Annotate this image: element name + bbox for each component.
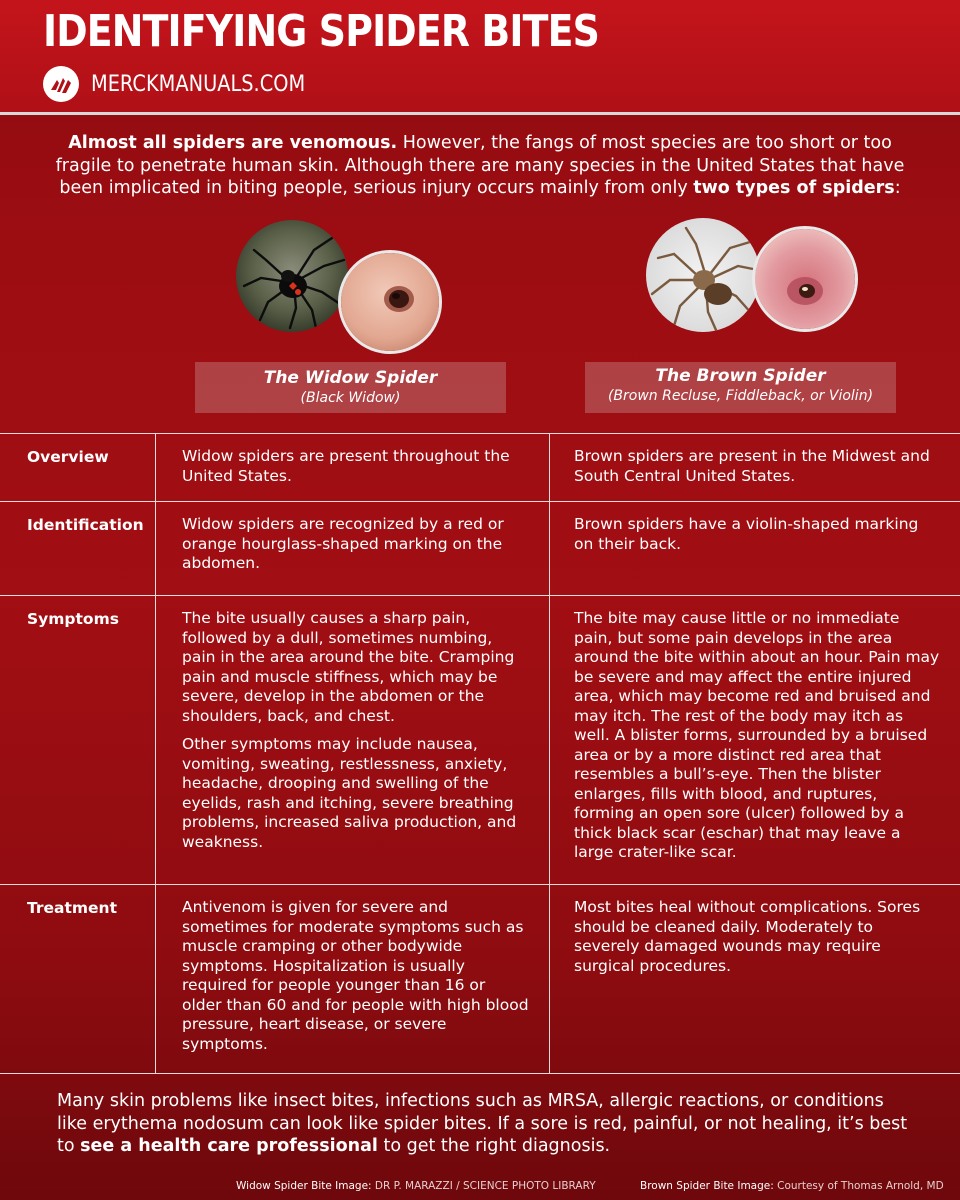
- brown-bite-photo: [752, 226, 858, 332]
- widow-cell: [156, 502, 550, 595]
- brand-url[interactable]: MERCKMANUALS.COM: [91, 71, 306, 97]
- row-label: Overview: [0, 434, 156, 501]
- footer-bold-cta: see a health care professional: [80, 1136, 378, 1156]
- cell-text: Antivenom is given for severe and sometimes for moderate symptoms such as muscle cramping or other bodywide symptoms. Hospitalization is usually required for people younger than 16 or older than 60 and for people with high blood pressure, heart disease, or severe symptoms.: [182, 898, 529, 1053]
- intro-bold-lead: Almost all spiders are venomous.: [68, 133, 398, 153]
- widow-image-credit: [236, 1180, 596, 1192]
- brown-spider-label: [585, 362, 896, 413]
- widow-cell: [156, 434, 550, 501]
- table-row-treatment: [0, 885, 960, 1074]
- brown-cell: [550, 596, 960, 884]
- brown-cell: [550, 434, 960, 501]
- brown-cell: [550, 502, 960, 595]
- header-banner: [0, 0, 960, 115]
- cell-text: Widow spiders are recognized by a red or orange hourglass-shaped marking on the abdomen.: [182, 515, 504, 572]
- brown-spider-name: The Brown Spider: [655, 366, 826, 386]
- credit-label: Brown Spider Bite Image:: [640, 1180, 774, 1192]
- cell-text: Other symptoms may include nausea, vomiting, sweating, restlessness, anxiety, headache, drooping and swelling of the eyelids, rash and itching, severe breathing problems, increased saliva production, and weakness.: [182, 735, 517, 851]
- brown-cell: [550, 885, 960, 1073]
- credit-value: Courtesy of Thomas Arnold, MD: [777, 1180, 944, 1192]
- cell-text: The bite usually causes a sharp pain, followed by a dull, sometimes numbing, pain in the area around the bite. Cramping pain and muscle stiffness, which may be severe, develop in the abdomen or the shoulders, back, and chest.: [182, 609, 515, 725]
- footer-paragraph: [57, 1090, 917, 1158]
- footer-tail: to get the right diagnosis.: [377, 1136, 611, 1156]
- widow-spider-subname: (Black Widow): [300, 390, 401, 406]
- widow-spider-photo: [236, 220, 348, 332]
- row-label: Symptoms: [0, 596, 156, 884]
- intro-tail: :: [894, 178, 901, 198]
- brown-spider-photo: [646, 218, 760, 332]
- widow-spider-label: [195, 362, 506, 413]
- cell-text: Brown spiders are present in the Midwest and South Central United States.: [574, 447, 930, 485]
- brown-image-credit: [640, 1180, 944, 1192]
- cell-text: Most bites heal without complications. Sores should be cleaned daily. Moderately to severely damaged wounds may require surgical procedures.: [574, 898, 921, 975]
- table-row-symptoms: [0, 596, 960, 885]
- cell-text: The bite may cause little or no immediate pain, but some pain develops in the area around the bite within about an hour. Pain may be severe and may affect the entire injured area, which may become red and bruised and may itch. The rest of the body may itch as well. A blister forms, surrounded by a bruised area or by a more distinct red area that resembles a bull’s-eye. Then the blister enlarges, fills with blood, and ruptures, forming an open sore (ulcer) followed by a thick black scar (eschar) that may leave a large crater-like scar.: [574, 609, 940, 861]
- cell-text: Brown spiders have a violin-shaped marking on their back.: [574, 515, 919, 553]
- footer-text: Many skin problems like insect bites, infections such as MRSA, allergic reactions, or conditions like erythema nodosum can look like spider bites. If a sore is red, painful, or not healing, it’s best to: [57, 1091, 908, 1156]
- credit-label: Widow Spider Bite Image:: [236, 1180, 372, 1192]
- widow-bite-photo: [338, 250, 442, 354]
- row-label: Identification: [0, 502, 156, 595]
- intro-text: However, the fangs of most species are too short or too fragile to penetrate human skin. Although there are many species in the United States that have been implicated in biting people, serious injury occurs mainly from only: [55, 133, 905, 198]
- widow-cell: [156, 596, 550, 884]
- widow-cell: [156, 885, 550, 1073]
- table-row-identification: [0, 502, 960, 596]
- merck-manuals-logo-icon: [43, 66, 79, 102]
- intro-paragraph: [50, 132, 910, 200]
- comparison-table: [0, 433, 960, 1074]
- intro-bold-end: two types of spiders: [693, 178, 895, 198]
- page-title: IDENTIFYING SPIDER BITES: [43, 6, 599, 57]
- credit-value: DR P. MARAZZI / SCIENCE PHOTO LIBRARY: [374, 1180, 596, 1192]
- table-row-overview: [0, 434, 960, 502]
- cell-text: Widow spiders are present throughout the United States.: [182, 447, 510, 485]
- widow-spider-name: The Widow Spider: [263, 368, 438, 388]
- brand-row: [43, 66, 334, 102]
- row-label: Treatment: [0, 885, 156, 1073]
- brown-spider-subname: (Brown Recluse, Fiddleback, or Violin): [607, 388, 874, 404]
